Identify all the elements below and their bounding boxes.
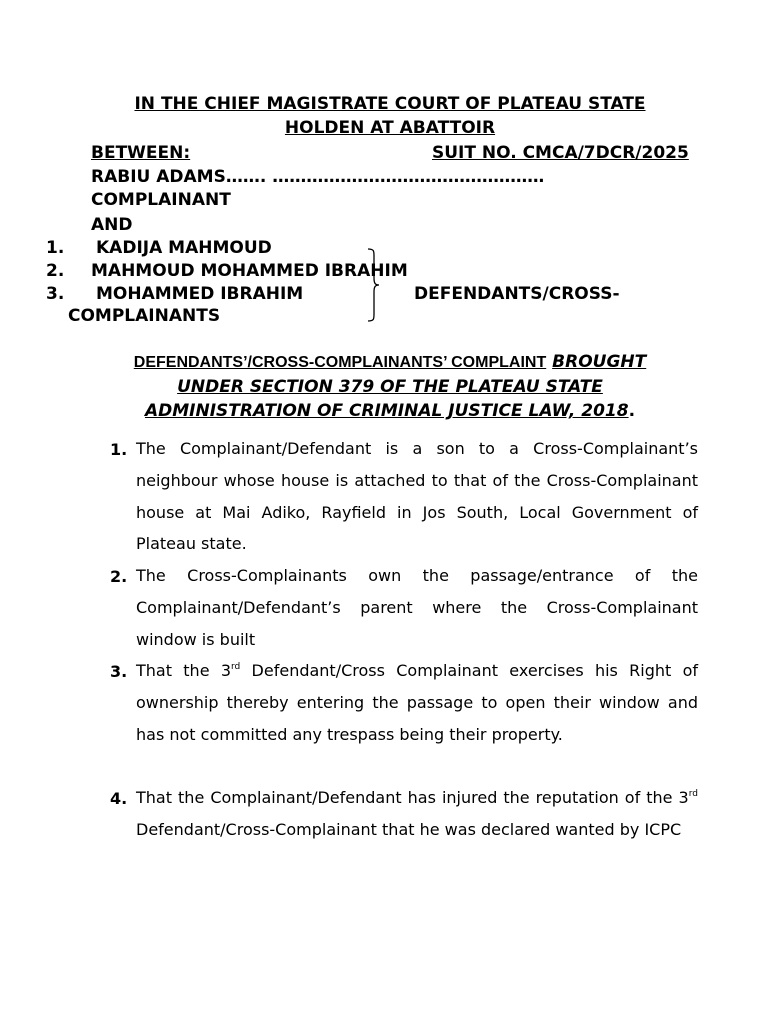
paragraph-number: 3. (110, 662, 128, 681)
paragraph-text-part: Defendant/Cross Complainant exercises his Right of ownership thereby entering the passage to open their window and has not committed any trespass being their property. (136, 661, 698, 744)
ordinal-suffix: rd (688, 789, 698, 799)
complaint-heading-line-3 (60, 401, 720, 421)
paragraph-number: 4. (110, 789, 128, 808)
defendant-name: MOHAMMED IBRAHIM (96, 284, 304, 304)
holden-at-line: HOLDEN AT ABATTOIR (284, 118, 496, 138)
complaint-heading-plain: DEFENDANTS’/CROSS-COMPLAINANTS’ COMPLAINT (133, 354, 547, 371)
defendant-number: 2. (46, 261, 65, 281)
paragraph-text-part: That the Complainant/Defendant has injured the reputation of the 3 (136, 788, 689, 807)
complaint-heading-law: ADMINISTRATION OF CRIMINAL JUSTICE LAW, 2018 (144, 401, 629, 421)
complaint-heading-line-1 (60, 352, 720, 372)
court-title: IN THE CHIEF MAGISTRATE COURT OF PLATEAU STATE (134, 94, 646, 114)
complaint-heading-line-2 (60, 377, 720, 397)
curly-brace-icon (366, 248, 380, 322)
paragraph-text (136, 782, 698, 846)
complaint-heading-italic: BROUGHT (552, 352, 647, 372)
suit-number: SUIT NO. CMCA/7DCR/2025 (432, 143, 689, 163)
paragraph-number: 2. (110, 567, 128, 586)
ordinal-suffix: rd (231, 662, 241, 672)
paragraph-number: 1. (110, 440, 128, 459)
defendant-number: 1. (46, 238, 65, 258)
defendant-name: KADIJA MAHMOUD (96, 238, 272, 258)
paragraph-text: The Cross-Complainants own the passage/entrance of the Complainant/Defendant’s parent where the Cross-Complainant window is built (136, 566, 698, 649)
complaint-heading-period: . (628, 401, 636, 421)
defendant-number: 3. (46, 284, 65, 304)
between-label: BETWEEN: (91, 143, 191, 163)
defendants-role-label-continued: COMPLAINANTS (68, 306, 221, 326)
paragraph-text (136, 655, 698, 750)
paragraph-text-part: That the 3 (136, 661, 231, 680)
defendant-name: MAHMOUD MOHAMMED IBRAHIM (91, 261, 408, 281)
complainant-name: RABIU ADAMS……. ………………………………………… (91, 167, 545, 187)
complaint-heading-section: UNDER SECTION 379 OF THE PLATEAU STATE (177, 377, 603, 397)
and-label: AND (91, 215, 133, 235)
paragraph-text-part: Defendant/Cross-Complainant that he was declared wanted by ICPC (136, 819, 682, 839)
paragraph-text: The Complainant/Defendant is a son to a Cross-Complainant’s neighbour whose house is attached to that of the Cross-Complainant house at Mai Adiko, Rayfield in Jos South, Local Government of Plateau state. (136, 439, 698, 554)
defendants-role-label: DEFENDANTS/CROSS- (414, 284, 620, 304)
complainant-label: COMPLAINANT (91, 190, 231, 210)
